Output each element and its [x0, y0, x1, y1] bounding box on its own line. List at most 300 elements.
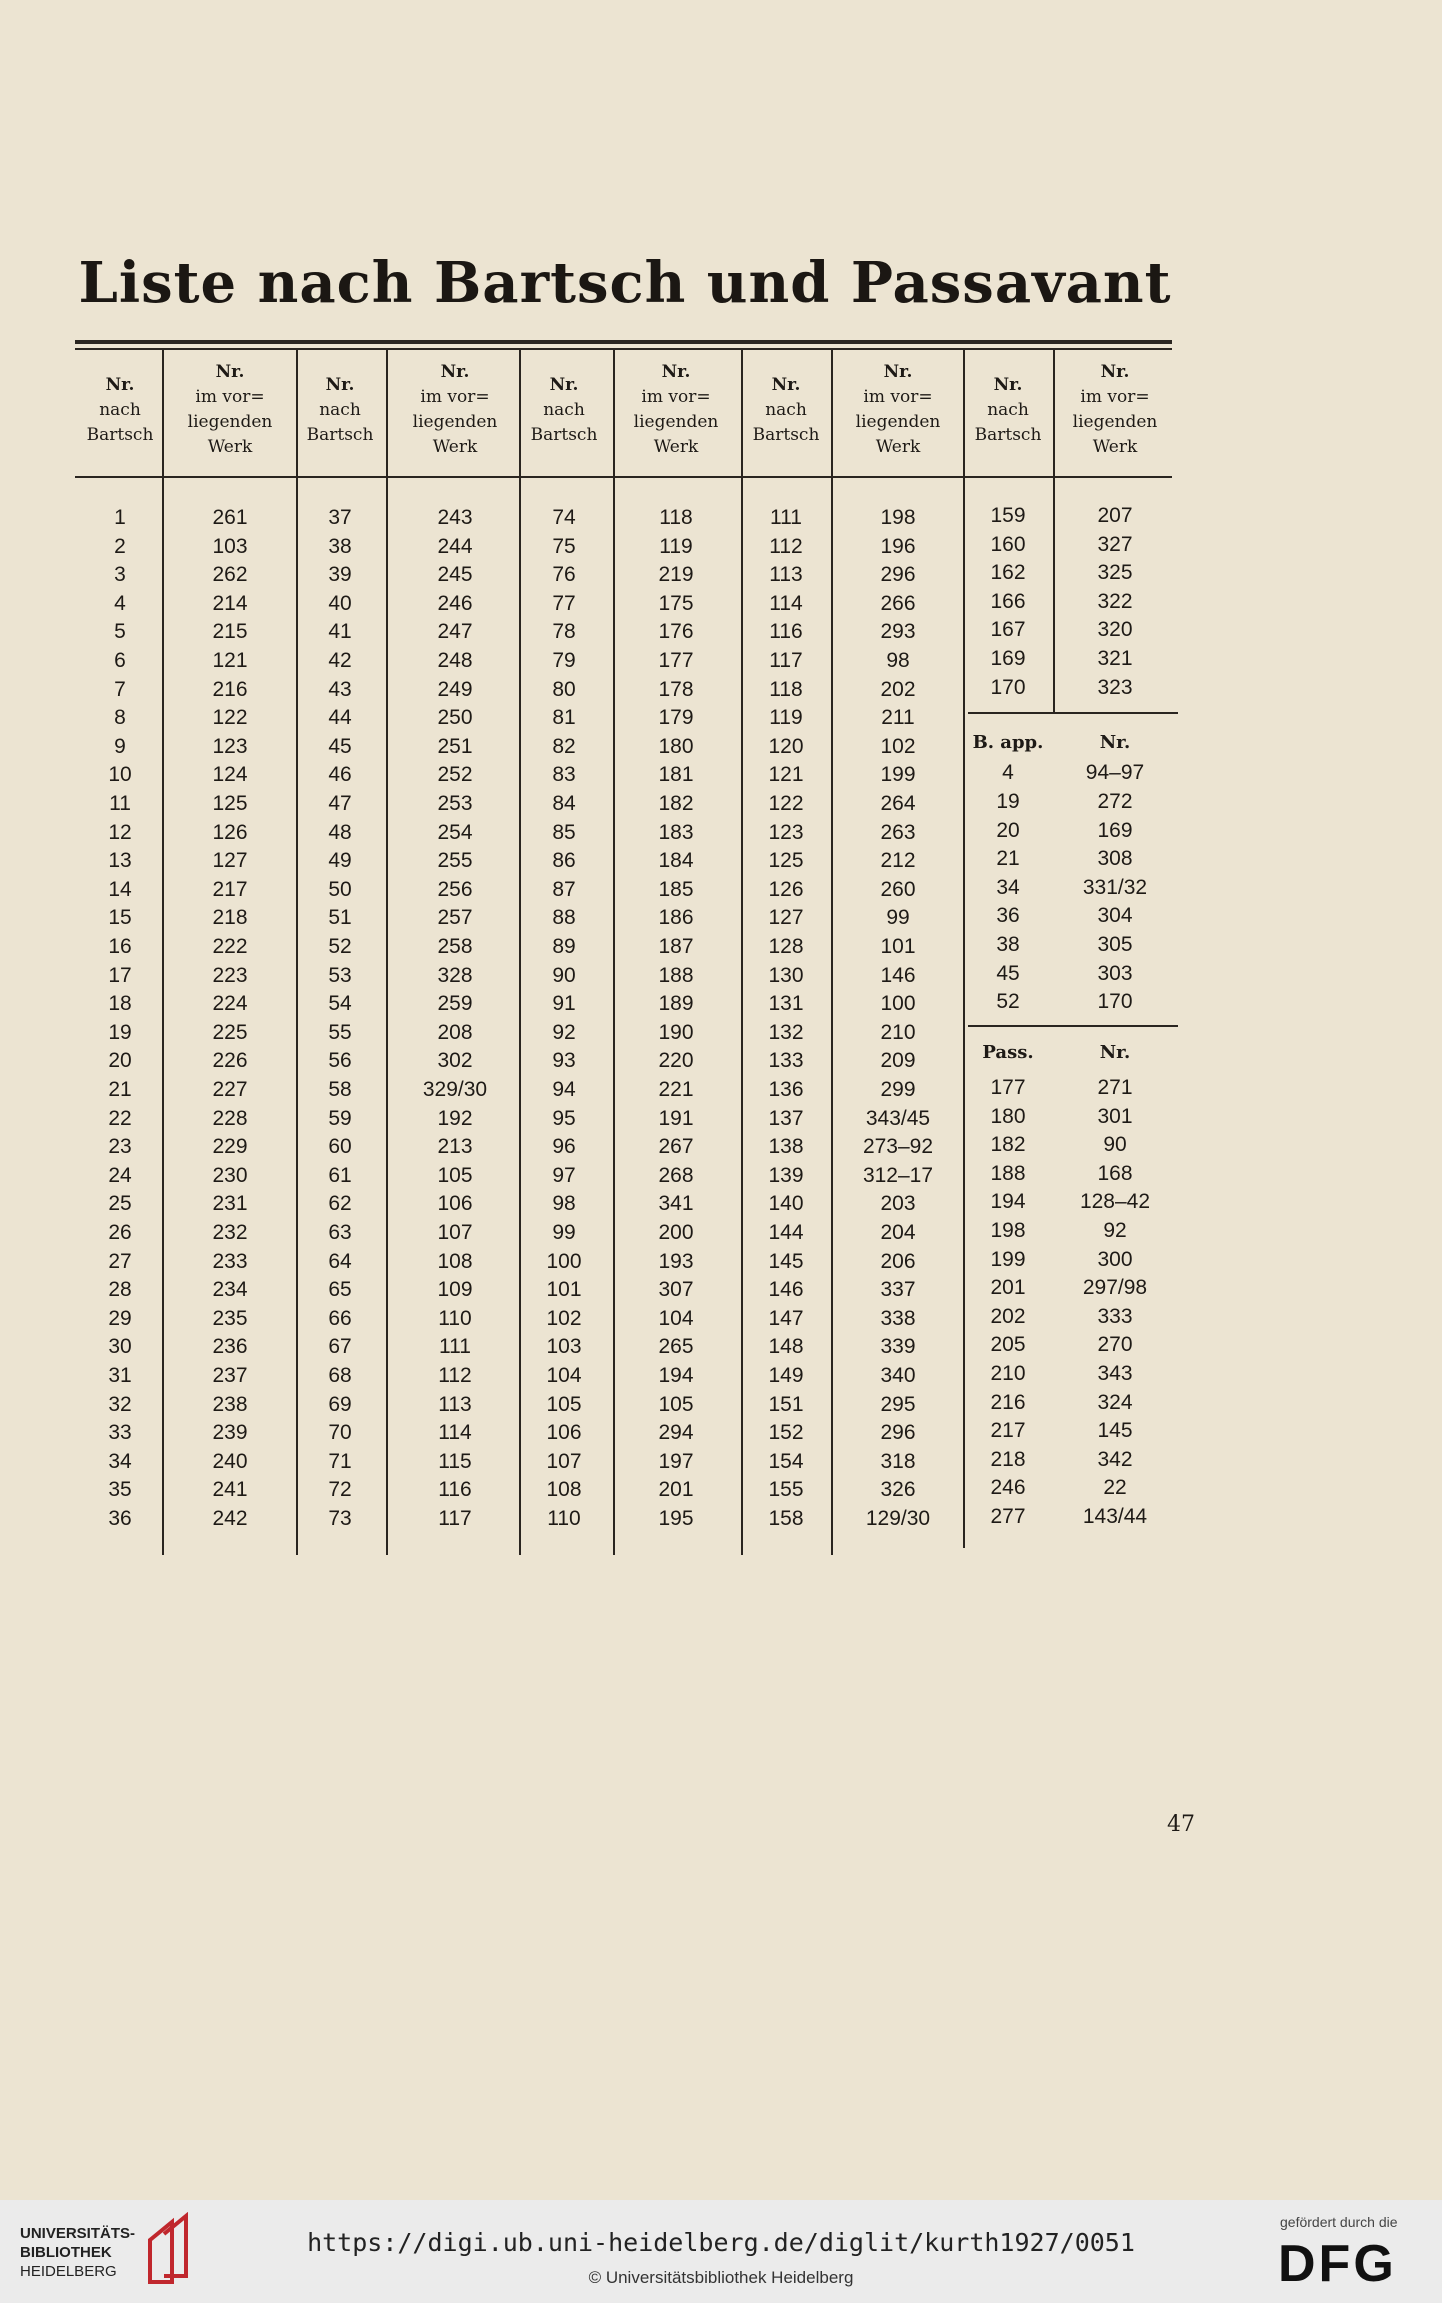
dfg-logo: DFG: [1278, 2235, 1397, 2293]
cell-werk: 123: [212, 734, 248, 758]
cell-passavant-nr: 342: [1097, 1447, 1133, 1471]
cell-werk: 214: [212, 591, 248, 615]
cell-werk: 217: [212, 877, 248, 901]
cell-werk: 260: [880, 877, 916, 901]
cell-werk: 127: [212, 849, 248, 873]
cell-werk: 329/30: [422, 1078, 488, 1101]
cell-bartsch: 37: [328, 506, 352, 529]
cell-werk: 115: [438, 1449, 472, 1473]
cell-bartsch: 47: [328, 792, 352, 815]
cell-werk: 264: [880, 792, 916, 815]
cell-bartsch: 106: [546, 1421, 582, 1445]
cell-werk: 178: [658, 677, 694, 701]
cell-bartsch: 53: [328, 963, 352, 987]
cell-werk: 226: [212, 1049, 248, 1073]
cell-bartsch: 128: [768, 935, 804, 958]
cell-werk: 99: [886, 906, 910, 930]
cell-bartsch: 71: [328, 1449, 352, 1473]
cell-werk: 321: [1097, 647, 1133, 670]
cell-bartsch: 25: [108, 1192, 132, 1216]
cell-werk: 200: [658, 1221, 694, 1244]
cell-passavant: 202: [990, 1304, 1026, 1328]
cell-passavant: 177: [990, 1076, 1026, 1099]
source-url-link[interactable]: https://digi.ub.uni-heidelberg.de/diglit/kurth1927/0051: [307, 2228, 1135, 2257]
cell-werk: 199: [880, 763, 916, 787]
cell-bartsch: 108: [546, 1478, 582, 1502]
cell-werk: 323: [1097, 675, 1133, 699]
cell-werk: 197: [658, 1449, 694, 1473]
cell-bartsch: 123: [768, 820, 804, 844]
cell-werk: 267: [658, 1135, 694, 1159]
cell-passavant-nr: 90: [1103, 1133, 1127, 1157]
cell-bartsch: 36: [108, 1507, 132, 1530]
cell-werk: 343/45: [865, 1106, 931, 1130]
cell-werk: 338: [880, 1306, 916, 1330]
cell-bartsch: 11: [109, 792, 131, 815]
cell-bartsch: 31: [108, 1364, 132, 1387]
cell-bartsch: 32: [108, 1392, 132, 1416]
cell-werk: 236: [212, 1335, 248, 1359]
cell-werk: 111: [439, 1335, 471, 1359]
cell-bartsch: 101: [546, 1278, 582, 1302]
cell-werk: 256: [437, 877, 473, 901]
cell-bartsch: 29: [108, 1306, 132, 1330]
cell-bartsch: 22: [108, 1106, 132, 1130]
cell-b-app: 52: [996, 990, 1020, 1014]
cell-werk: 252: [437, 763, 473, 787]
cell-werk: 224: [212, 992, 248, 1016]
cell-bartsch: 75: [552, 534, 576, 558]
cell-werk: 302: [437, 1049, 473, 1073]
cell-werk: 117: [438, 1507, 472, 1530]
cell-passavant-nr: 143/44: [1082, 1505, 1148, 1528]
cell-bartsch: 67: [328, 1335, 352, 1359]
cell-bartsch: 170: [990, 675, 1026, 699]
cell-werk: 259: [437, 992, 473, 1016]
funded-by-text: gefördert durch die: [1280, 2214, 1398, 2230]
cell-bartsch: 13: [108, 849, 132, 873]
header-nr-bartsch: Nr. nach Bartsch: [752, 375, 820, 445]
cell-bartsch: 152: [768, 1421, 804, 1445]
cell-bartsch: 89: [552, 935, 576, 958]
cell-bartsch: 8: [114, 706, 126, 730]
cell-b-app: 38: [996, 933, 1020, 956]
cell-bartsch: 158: [768, 1507, 804, 1530]
cell-werk: 245: [437, 563, 473, 587]
cell-bartsch: 28: [108, 1278, 132, 1302]
cell-werk: 206: [880, 1249, 916, 1273]
cell-werk: 263: [880, 820, 916, 844]
cell-bartsch: 80: [552, 677, 576, 701]
cell-bartsch: 169: [990, 647, 1026, 670]
cell-werk: 182: [658, 792, 694, 815]
cell-bartsch: 94: [552, 1078, 576, 1101]
cell-werk: 193: [658, 1249, 694, 1273]
cell-werk: 213: [437, 1135, 473, 1159]
cell-bartsch: 100: [546, 1249, 582, 1273]
cell-werk: 101: [880, 935, 916, 958]
passavant-rule: [968, 1025, 1178, 1027]
cell-bartsch: 102: [546, 1306, 582, 1330]
cell-bartsch: 44: [328, 706, 352, 730]
cell-bartsch: 126: [768, 877, 804, 901]
cell-bartsch: 78: [552, 620, 576, 644]
column-divider: [519, 350, 521, 1555]
column-divider: [613, 350, 615, 1555]
cell-werk: 186: [658, 906, 694, 930]
cell-werk: 273–92: [862, 1135, 934, 1159]
cell-bartsch: 97: [552, 1163, 576, 1187]
cell-werk: 209: [880, 1049, 916, 1073]
cell-bartsch: 146: [768, 1278, 804, 1302]
cell-werk: 253: [437, 792, 473, 815]
cell-bartsch: 19: [108, 1020, 132, 1044]
cell-bartsch: 18: [108, 992, 132, 1016]
cell-werk: 229: [212, 1135, 248, 1159]
cell-passavant-nr: 92: [1103, 1219, 1127, 1242]
cell-bartsch: 52: [328, 935, 352, 958]
cell-bartsch: 121: [768, 763, 804, 787]
cell-werk: 102: [880, 734, 916, 758]
cell-werk: 258: [437, 935, 473, 958]
cell-werk: 185: [658, 877, 694, 901]
cell-bartsch: 103: [546, 1335, 582, 1359]
cell-werk: 106: [437, 1192, 473, 1216]
cell-bartsch: 45: [328, 734, 352, 758]
cell-werk: 242: [212, 1507, 248, 1530]
cell-bartsch: 147: [768, 1306, 804, 1330]
cell-bartsch: 87: [552, 877, 576, 901]
copyright-text: © Universitätsbibliothek Heidelberg: [588, 2268, 854, 2287]
cell-werk: 179: [658, 706, 694, 730]
cell-b-app-nr: 169: [1097, 818, 1133, 842]
cell-werk: 249: [437, 677, 473, 701]
passavant-label: Pass.: [982, 1042, 1034, 1063]
cell-bartsch: 72: [328, 1478, 352, 1502]
cell-bartsch: 6: [114, 649, 126, 672]
cell-bartsch: 68: [328, 1364, 352, 1387]
cell-bartsch: 138: [768, 1135, 804, 1159]
cell-werk: 107: [437, 1221, 473, 1244]
cell-b-app: 36: [996, 904, 1020, 928]
cell-werk: 105: [437, 1163, 473, 1187]
cell-werk: 235: [212, 1306, 248, 1330]
cell-werk: 312–17: [862, 1163, 934, 1187]
cell-passavant: 199: [990, 1247, 1026, 1271]
cell-werk: 176: [658, 620, 694, 644]
cell-werk: 265: [658, 1335, 694, 1359]
cell-bartsch: 116: [769, 620, 803, 644]
cell-bartsch: 167: [990, 618, 1026, 642]
column-divider: [386, 350, 388, 1555]
column-divider: [831, 350, 833, 1555]
cell-bartsch: 48: [328, 820, 352, 844]
column-divider: [963, 350, 965, 1548]
cell-werk: 204: [880, 1221, 916, 1244]
cell-passavant-nr: 297/98: [1082, 1276, 1148, 1300]
cell-bartsch: 40: [328, 591, 352, 615]
cell-bartsch: 42: [328, 649, 352, 672]
cell-werk: 219: [658, 563, 694, 587]
cell-werk: 266: [880, 591, 916, 615]
cell-bartsch: 41: [328, 620, 352, 644]
cell-werk: 190: [658, 1020, 694, 1044]
cell-bartsch: 131: [768, 992, 804, 1016]
cell-bartsch: 77: [552, 591, 576, 615]
cell-werk: 218: [212, 906, 248, 930]
cell-werk: 175: [658, 591, 694, 615]
cell-werk: 325: [1097, 561, 1133, 585]
cell-passavant-nr: 145: [1097, 1419, 1133, 1443]
cell-bartsch: 130: [768, 963, 804, 987]
cell-werk: 113: [438, 1392, 472, 1416]
cell-werk: 183: [658, 820, 694, 844]
header-nr-bartsch: Nr. nach Bartsch: [306, 375, 374, 445]
cell-werk: 126: [212, 820, 248, 844]
cell-passavant: 180: [990, 1104, 1026, 1128]
cell-werk: 105: [658, 1392, 694, 1416]
cell-bartsch: 60: [328, 1135, 352, 1159]
cell-werk: 192: [437, 1106, 473, 1130]
header-nr-werk: Nr. im vor= liegenden Werk: [412, 362, 498, 457]
cell-werk: 129/30: [865, 1507, 931, 1530]
cell-bartsch: 59: [328, 1106, 352, 1130]
cell-bartsch: 105: [546, 1392, 582, 1416]
cell-bartsch: 79: [552, 649, 576, 672]
cell-werk: 295: [880, 1392, 916, 1416]
cell-bartsch: 162: [990, 561, 1026, 585]
cell-werk: 239: [212, 1421, 248, 1445]
cell-b-app: 4: [1002, 761, 1014, 785]
cell-werk: 122: [212, 706, 248, 730]
cell-werk: 201: [658, 1478, 694, 1502]
cell-werk: 231: [212, 1192, 248, 1216]
cell-passavant-nr: 168: [1097, 1161, 1133, 1185]
cell-werk: 202: [880, 677, 916, 701]
cell-bartsch: 151: [768, 1392, 804, 1416]
cell-bartsch: 50: [328, 877, 352, 901]
cell-b-app-nr: 304: [1097, 904, 1133, 928]
header-nr-bartsch: Nr. nach Bartsch: [86, 375, 154, 445]
cell-werk: 125: [212, 792, 248, 815]
cell-werk: 248: [437, 649, 473, 672]
cell-bartsch: 1: [114, 506, 126, 529]
cell-bartsch: 55: [328, 1020, 352, 1044]
cell-werk: 339: [880, 1335, 916, 1359]
cell-bartsch: 15: [108, 906, 132, 930]
cell-b-app-nr: 331/32: [1082, 875, 1148, 899]
cell-bartsch: 83: [552, 763, 576, 787]
cell-bartsch: 51: [328, 906, 352, 930]
cell-b-app: 20: [996, 818, 1020, 842]
cell-werk: 255: [437, 849, 473, 873]
b-app-rule: [968, 712, 1178, 714]
cell-bartsch: 91: [552, 992, 576, 1016]
cell-bartsch: 9: [114, 734, 126, 758]
header-nr-bartsch: Nr. nach Bartsch: [530, 375, 598, 445]
cell-bartsch: 107: [546, 1449, 582, 1473]
cell-bartsch: 149: [768, 1364, 804, 1387]
cell-bartsch: 30: [108, 1335, 132, 1359]
cell-werk: 196: [880, 534, 916, 558]
cell-werk: 230: [212, 1163, 248, 1187]
cell-werk: 187: [658, 935, 694, 958]
cell-werk: 211: [881, 706, 915, 730]
header-nr-werk: Nr. im vor= liegenden Werk: [1072, 362, 1158, 457]
cell-werk: 220: [658, 1049, 694, 1073]
cell-bartsch: 136: [768, 1078, 804, 1101]
cell-werk: 203: [880, 1192, 916, 1216]
cell-bartsch: 155: [768, 1478, 804, 1502]
cell-werk: 234: [212, 1278, 248, 1302]
cell-werk: 215: [212, 620, 248, 644]
cell-werk: 112: [438, 1364, 472, 1387]
cell-passavant: 216: [990, 1390, 1026, 1414]
cell-b-app: 21: [996, 847, 1020, 871]
cell-werk: 244: [437, 534, 473, 558]
cell-werk: 208: [437, 1020, 473, 1044]
cell-bartsch: 26: [108, 1221, 132, 1244]
cell-bartsch: 86: [552, 849, 576, 873]
cell-werk: 109: [437, 1278, 473, 1302]
cell-bartsch: 139: [768, 1163, 804, 1187]
cell-bartsch: 104: [546, 1364, 582, 1387]
cell-werk: 238: [212, 1392, 248, 1416]
cell-werk: 247: [437, 620, 473, 644]
cell-passavant-nr: 128–42: [1079, 1190, 1151, 1214]
cell-bartsch: 99: [552, 1221, 576, 1244]
cell-bartsch: 33: [108, 1421, 132, 1445]
cell-bartsch: 2: [114, 534, 126, 558]
header-rule: [75, 476, 1172, 478]
cell-bartsch: 98: [552, 1192, 576, 1216]
cell-werk: 296: [880, 1421, 916, 1445]
cell-bartsch: 95: [552, 1106, 576, 1130]
cell-b-app: 19: [996, 790, 1020, 813]
cell-b-app: 45: [996, 961, 1020, 985]
cell-werk: 184: [658, 849, 694, 873]
cell-bartsch: 74: [552, 506, 576, 529]
cell-bartsch: 82: [552, 734, 576, 758]
cell-werk: 100: [880, 992, 916, 1016]
cell-b-app: 34: [996, 875, 1020, 899]
cell-werk: 337: [880, 1278, 916, 1302]
cell-bartsch: 90: [552, 963, 576, 987]
cell-bartsch: 16: [108, 935, 132, 958]
cell-werk: 212: [880, 849, 916, 873]
cell-werk: 237: [212, 1364, 248, 1387]
cell-werk: 110: [438, 1306, 472, 1330]
cell-werk: 228: [212, 1106, 248, 1130]
cell-bartsch: 24: [108, 1163, 132, 1187]
cell-werk: 320: [1097, 618, 1133, 642]
cell-werk: 210: [880, 1020, 916, 1044]
header-nr-werk: Nr. im vor= liegenden Werk: [855, 362, 941, 457]
top-rule-thin: [75, 348, 1172, 350]
cell-werk: 322: [1097, 589, 1133, 613]
cell-bartsch: 20: [108, 1049, 132, 1073]
cell-bartsch: 110: [547, 1507, 581, 1530]
library-name-line2: BIBLIOTHEK: [20, 2244, 112, 2261]
cell-bartsch: 92: [552, 1020, 576, 1044]
cell-werk: 181: [658, 763, 694, 787]
cell-werk: 268: [658, 1163, 694, 1187]
cell-werk: 246: [437, 591, 473, 615]
cell-werk: 250: [437, 706, 473, 730]
b-app-nr-label: Nr.: [1099, 732, 1131, 753]
cell-werk: 223: [212, 963, 248, 987]
page-title: Liste nach Bartsch und Passavant: [78, 250, 1172, 316]
cell-werk: 293: [880, 620, 916, 644]
cell-bartsch: 132: [768, 1020, 804, 1044]
cell-bartsch: 113: [769, 563, 803, 587]
cell-werk: 241: [212, 1478, 248, 1502]
cell-werk: 225: [212, 1020, 248, 1044]
cell-werk: 207: [1097, 504, 1133, 527]
cell-bartsch: 133: [768, 1049, 804, 1073]
cell-werk: 222: [212, 935, 248, 958]
cell-werk: 198: [880, 506, 916, 529]
cell-passavant: 218: [990, 1447, 1026, 1471]
cell-passavant: 217: [990, 1419, 1026, 1443]
b-app-label: B. app.: [972, 732, 1044, 753]
cell-bartsch: 76: [552, 563, 576, 587]
cell-bartsch: 93: [552, 1049, 576, 1073]
cell-bartsch: 148: [768, 1335, 804, 1359]
cell-werk: 116: [438, 1478, 472, 1502]
cell-bartsch: 160: [990, 532, 1026, 556]
cell-passavant: 201: [990, 1276, 1026, 1300]
cell-bartsch: 7: [114, 677, 126, 701]
footer-bar: [0, 2200, 1442, 2303]
cell-bartsch: 63: [328, 1221, 352, 1244]
cell-bartsch: 34: [108, 1449, 132, 1473]
cell-passavant: 182: [990, 1133, 1026, 1157]
column-divider: [296, 350, 298, 1555]
cell-bartsch: 49: [328, 849, 352, 873]
cell-werk: 191: [658, 1106, 694, 1130]
column-divider: [741, 350, 743, 1555]
cell-bartsch: 10: [108, 763, 132, 787]
cell-bartsch: 39: [328, 563, 352, 587]
cell-bartsch: 5: [114, 620, 126, 644]
cell-werk: 262: [212, 563, 248, 587]
cell-werk: 328: [437, 963, 473, 987]
cell-werk: 307: [658, 1278, 694, 1302]
cell-passavant-nr: 270: [1097, 1333, 1133, 1357]
cell-bartsch: 12: [108, 820, 132, 844]
cell-werk: 114: [438, 1421, 472, 1445]
cell-werk: 98: [886, 649, 910, 672]
cell-passavant: 198: [990, 1219, 1026, 1242]
cell-bartsch: 69: [328, 1392, 352, 1416]
cell-passavant-nr: 324: [1097, 1390, 1133, 1414]
cell-bartsch: 46: [328, 763, 352, 787]
cell-bartsch: 137: [768, 1106, 804, 1130]
cell-werk: 243: [437, 506, 473, 529]
cell-b-app-nr: 308: [1097, 847, 1133, 871]
cell-werk: 318: [880, 1449, 916, 1473]
cell-werk: 327: [1097, 532, 1133, 556]
cell-bartsch: 64: [328, 1249, 352, 1273]
cell-passavant: 210: [990, 1362, 1026, 1385]
cell-passavant: 277: [990, 1505, 1026, 1528]
cell-werk: 189: [658, 992, 694, 1016]
cell-bartsch: 58: [328, 1078, 352, 1101]
cell-passavant-nr: 22: [1103, 1476, 1127, 1500]
cell-bartsch: 88: [552, 906, 576, 930]
cell-werk: 119: [659, 534, 693, 558]
